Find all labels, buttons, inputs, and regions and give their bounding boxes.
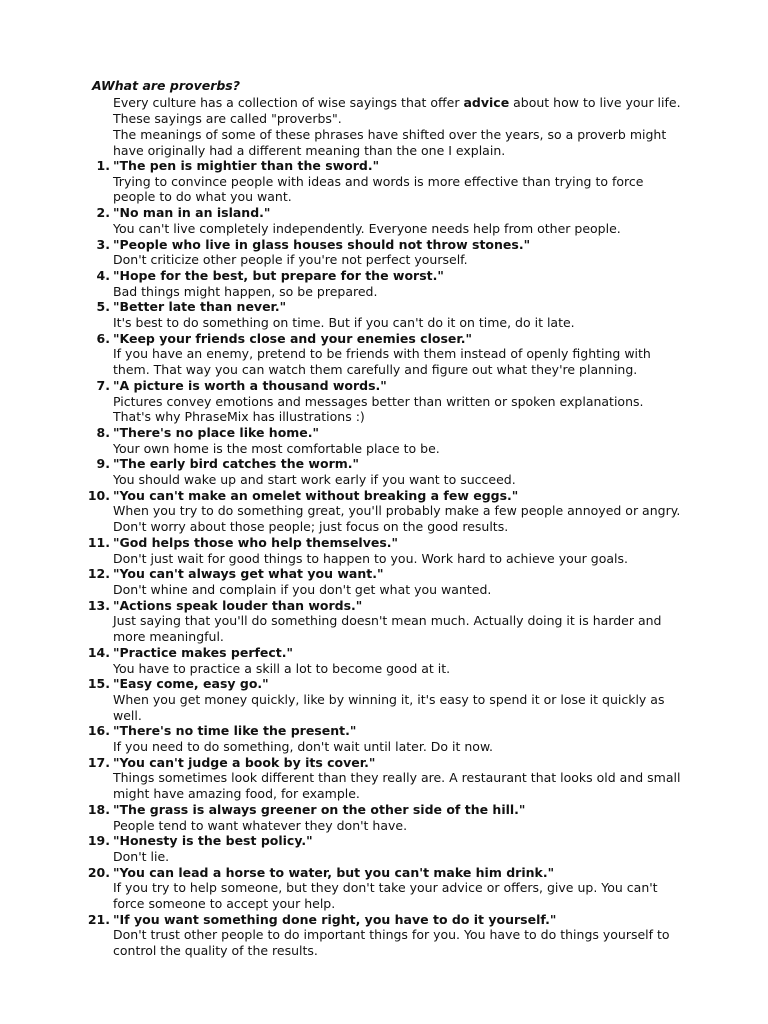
- proverb-quote: "There's no place like home.": [113, 424, 320, 440]
- proverb-meaning: When you get money quickly, like by winning it, it's easy to spend it or lose it quickly as well.: [113, 691, 665, 723]
- proverb-meaning: If you have an enemy, pretend to be friends with them instead of openly fighting with them. That way you can watch them carefully and figure out what they're planning.: [113, 346, 651, 378]
- proverb-item: [84, 425, 684, 456]
- proverb-item: [84, 645, 684, 676]
- proverb-meaning: It's best to do something on time. But if you can't do it on time, do it late.: [113, 315, 575, 331]
- proverb-number: 10.: [87, 487, 110, 503]
- proverb-number: 4.: [96, 267, 110, 283]
- proverb-number: 2.: [96, 205, 110, 221]
- proverb-number: 5.: [96, 299, 110, 315]
- proverb-quote: "You can't always get what you want.": [113, 566, 384, 582]
- proverb-item: [84, 755, 684, 802]
- proverb-number: 15.: [87, 676, 110, 692]
- proverb-quote: "Easy come, easy go.": [113, 676, 269, 692]
- proverb-number: 14.: [87, 644, 110, 660]
- proverb-quote: "The early bird catches the worm.": [113, 456, 360, 472]
- proverb-quote: "God helps those who help themselves.": [113, 534, 399, 550]
- proverb-meaning: Trying to convince people with ideas and words is more effective than trying to force people to do what you want.: [113, 173, 644, 205]
- proverb-number: 18.: [87, 801, 110, 817]
- proverb-number: 16.: [87, 723, 110, 739]
- proverb-meaning: When you try to do something great, you'll probably make a few people annoyed or angry. Don't worry about those people; just focus on the good results.: [113, 503, 681, 535]
- proverb-item: [84, 331, 684, 378]
- proverb-quote: "No man in an island.": [113, 205, 271, 221]
- proverb-list: [84, 158, 684, 959]
- proverb-item: [84, 268, 684, 299]
- proverb-item: [84, 833, 684, 864]
- proverb-item: [84, 488, 684, 535]
- proverb-meaning: You should wake up and start work early if you want to succeed.: [113, 472, 516, 488]
- proverb-meaning: Don't criticize other people if you're not perfect yourself.: [113, 252, 468, 268]
- proverb-number: 9.: [96, 456, 110, 472]
- proverb-item: [84, 535, 684, 566]
- proverb-item: [84, 802, 684, 833]
- proverb-quote: "You can lead a horse to water, but you can't make him drink.": [113, 864, 555, 880]
- proverb-meaning: If you try to help someone, but they don't take your advice or offers, give up. You can't force someone to accept your help.: [113, 880, 658, 912]
- proverb-meaning: Just saying that you'll do something doesn't mean much. Actually doing it is harder and more meaningful.: [113, 613, 662, 645]
- proverb-meaning: You have to practice a skill a lot to become good at it.: [113, 660, 451, 676]
- intro-text-end: about how to live your life. These sayings are called "proverbs".: [113, 95, 681, 126]
- proverb-meaning: Don't trust other people to do important things for you. You have to do things yourself to control the quality of the results.: [113, 927, 670, 959]
- proverb-meaning: Don't lie.: [113, 848, 170, 864]
- proverb-item: [84, 865, 684, 912]
- proverb-quote: "You can't make an omelet without breaking a few eggs.": [113, 487, 519, 503]
- proverb-item: [84, 598, 684, 645]
- proverb-number: 6.: [96, 330, 110, 346]
- proverb-meaning: Things sometimes look different than they really are. A restaurant that looks old and small might have amazing food, for example.: [113, 770, 681, 802]
- proverb-item: [84, 299, 684, 330]
- proverb-quote: "The pen is mightier than the sword.": [113, 158, 380, 173]
- proverb-number: 21.: [87, 911, 110, 927]
- proverb-item: [84, 676, 684, 723]
- proverb-quote: "Better late than never.": [113, 299, 287, 315]
- proverb-quote: "People who live in glass houses should not throw stones.": [113, 236, 531, 252]
- proverb-number: 1.: [96, 158, 110, 173]
- proverb-quote: "You can't judge a book by its cover.": [113, 754, 376, 770]
- proverb-item: [84, 205, 684, 236]
- intro-bold-word: advice: [463, 95, 510, 110]
- proverb-item: [84, 456, 684, 487]
- proverb-number: 7.: [96, 377, 110, 393]
- proverb-number: 20.: [87, 864, 110, 880]
- proverb-item: [84, 237, 684, 268]
- proverb-meaning: Bad things might happen, so be prepared.: [113, 283, 378, 299]
- proverb-quote: "A picture is worth a thousand words.": [113, 377, 387, 393]
- proverb-item: [84, 723, 684, 754]
- proverb-quote: "Actions speak louder than words.": [113, 597, 363, 613]
- proverb-meaning: Your own home is the most comfortable place to be.: [113, 440, 440, 456]
- proverb-quote: "Keep your friends close and your enemies closer.": [113, 330, 473, 346]
- proverb-meaning: If you need to do something, don't wait until later. Do it now.: [113, 739, 494, 755]
- proverb-quote: "The grass is always greener on the other side of the hill.": [113, 801, 526, 817]
- proverb-number: 12.: [87, 566, 110, 582]
- proverb-item: [84, 378, 684, 425]
- intro-section: [113, 95, 693, 159]
- proverb-number: 19.: [87, 833, 110, 849]
- proverb-item: [84, 912, 684, 959]
- proverb-meaning: People tend to want whatever they don't have.: [113, 817, 408, 833]
- proverb-quote: "Hope for the best, but prepare for the worst.": [113, 267, 444, 283]
- proverb-meaning: Pictures convey emotions and messages better than written or spoken explanations. That's why PhraseMix has illustrations :): [113, 393, 644, 425]
- proverb-meaning: Don't just wait for good things to happen to you. Work hard to achieve your goals.: [113, 550, 628, 566]
- proverb-quote: "Practice makes perfect.": [113, 644, 294, 660]
- proverb-quote: "There's no time like the present.": [113, 723, 357, 739]
- proverb-item: [84, 158, 684, 205]
- intro-paragraph-2: The meanings of some of these phrases have shifted over the years, so a proverb might have originally had a different meaning than the one I explain.: [113, 127, 667, 158]
- intro-paragraph-1: [113, 95, 693, 127]
- proverb-number: 17.: [87, 754, 110, 770]
- proverb-meaning: Don't whine and complain if you don't get what you wanted.: [113, 581, 492, 597]
- page-title: AWhat are proverbs?: [92, 78, 240, 93]
- proverb-quote: "If you want something done right, you have to do it yourself.": [113, 911, 557, 927]
- proverb-number: 3.: [96, 236, 110, 252]
- proverb-number: 8.: [96, 424, 110, 440]
- proverb-number: 13.: [87, 597, 110, 613]
- proverb-item: [84, 566, 684, 597]
- proverb-meaning: You can't live completely independently. Everyone needs help from other people.: [113, 220, 621, 236]
- proverb-number: 11.: [87, 534, 110, 550]
- intro-text-start: Every culture has a collection of wise sayings that offer: [113, 95, 464, 110]
- proverb-quote: "Honesty is the best policy.": [113, 833, 313, 849]
